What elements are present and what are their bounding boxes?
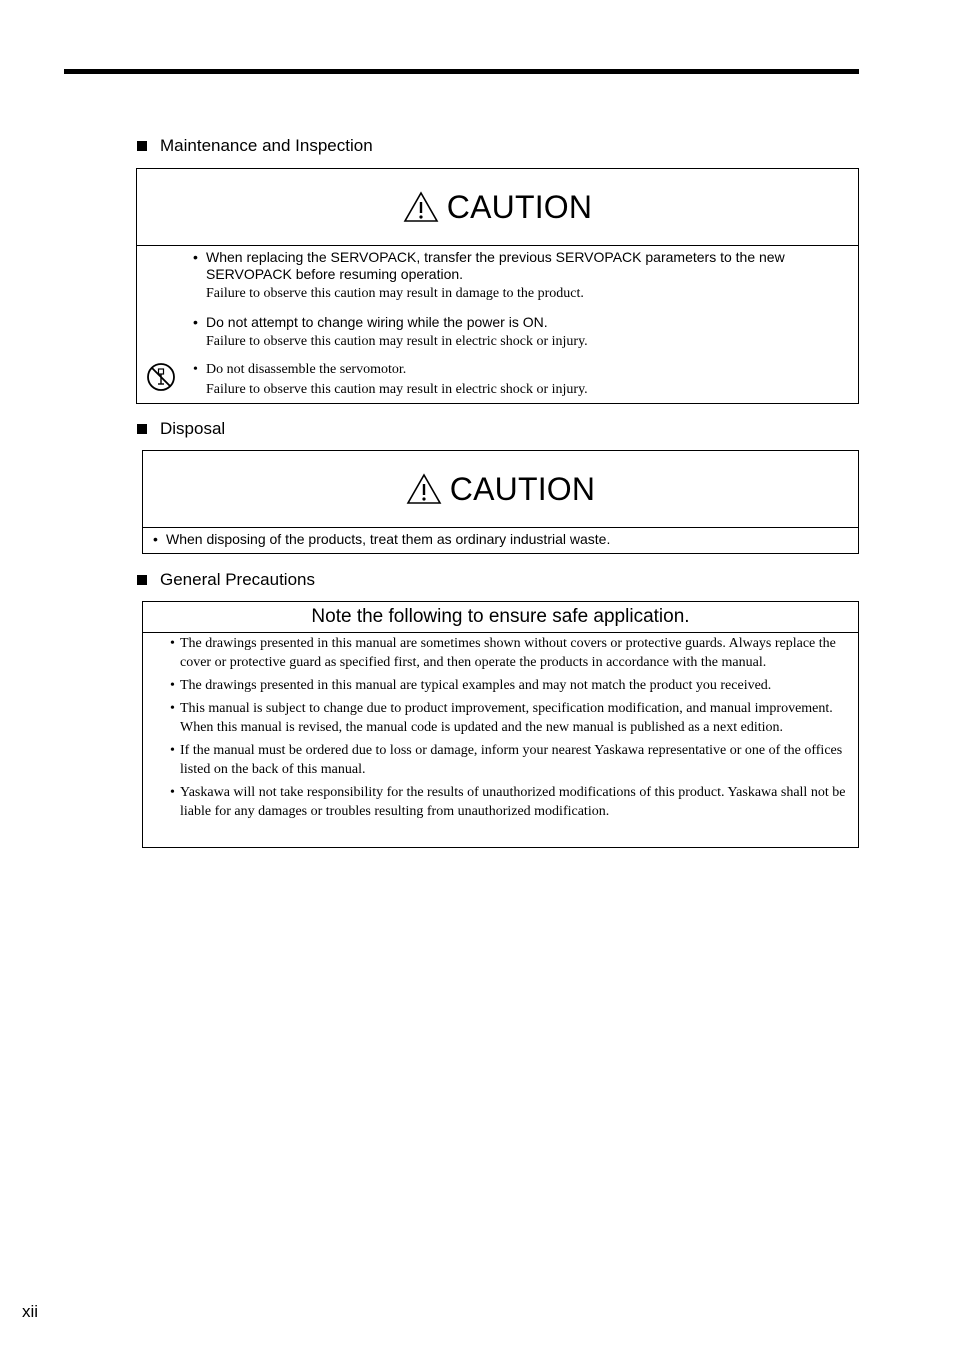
list-item: • If the manual must be ordered due to loss or damage, inform your nearest Yaskawa representative or one of the offices listed on the back of this manual. bbox=[170, 743, 843, 777]
square-bullet-icon bbox=[137, 575, 147, 585]
section-heading-general bbox=[137, 570, 315, 590]
caution-text: When disposing of the products, treat them as ordinary industrial waste. bbox=[166, 531, 611, 547]
section-heading-text: Disposal bbox=[160, 419, 226, 438]
caution-consequence: Failure to observe this caution may result in damage to the product. bbox=[206, 286, 584, 301]
maintenance-item-2: • Do not attempt to change wiring while the power is ON. Failure to observe this caution may result in electric shock or injury. bbox=[206, 314, 846, 351]
disposal-item-1: • When disposing of the products, treat them as ordinary industrial waste. bbox=[166, 531, 846, 548]
caution-title: CAUTION bbox=[403, 189, 592, 225]
caution-header bbox=[137, 169, 858, 246]
caution-text: Do not disassemble the servomotor. bbox=[206, 362, 407, 377]
caution-text: When replacing the SERVOPACK, transfer the previous SERVOPACK parameters to the new SERVOPACK before resuming operation. bbox=[206, 249, 785, 282]
caution-consequence: Failure to observe this caution may result in electric shock or injury. bbox=[206, 334, 588, 349]
caution-title: CAUTION bbox=[406, 471, 595, 507]
list-item: • Yaskawa will not take responsibility for the results of unauthorized modifications of this product. Yaskawa shall not be liable for any damages or troubles resulting from unauthorized modification. bbox=[170, 785, 846, 819]
section-heading-text: Maintenance and Inspection bbox=[160, 136, 373, 155]
square-bullet-icon bbox=[137, 141, 147, 151]
list-item: • This manual is subject to change due to product improvement, specification modification, and manual improvement. When this manual is revised, the manual code is updated and the new manual is published as a next edition. bbox=[170, 701, 833, 735]
square-bullet-icon bbox=[137, 424, 147, 434]
note-title: Note the following to ensure safe application. bbox=[311, 606, 690, 627]
warning-triangle-icon bbox=[406, 473, 442, 505]
caution-header bbox=[143, 451, 858, 528]
caution-consequence: Failure to observe this caution may result in electric shock or injury. bbox=[206, 382, 588, 397]
warning-triangle-icon bbox=[403, 191, 439, 223]
note-header bbox=[143, 602, 858, 633]
page-number: xii bbox=[22, 1302, 39, 1321]
no-disassembly-icon bbox=[146, 362, 176, 392]
maintenance-item-1: • When replacing the SERVOPACK, transfer the previous SERVOPACK parameters to the new SERVOPACK before resuming operation. Failure to observe this caution may result in damage to the product. bbox=[206, 249, 846, 303]
section-heading-maintenance bbox=[137, 136, 373, 156]
caution-text: Do not attempt to change wiring while the power is ON. bbox=[206, 314, 548, 330]
header-rule bbox=[64, 69, 859, 74]
maintenance-item-3: • Do not disassemble the servomotor. Failure to observe this caution may result in electric shock or injury. bbox=[206, 361, 846, 399]
general-precautions-list bbox=[170, 634, 846, 825]
section-heading-disposal bbox=[137, 419, 225, 439]
section-heading-text: General Precautions bbox=[160, 570, 315, 589]
list-item: • The drawings presented in this manual are sometimes shown without covers or protective guards. Always replace the cover or protective guard as specified first, and then operate the products in accordance with the manual. bbox=[170, 636, 836, 670]
list-item: • The drawings presented in this manual are typical examples and may not match the product you received. bbox=[170, 678, 772, 693]
